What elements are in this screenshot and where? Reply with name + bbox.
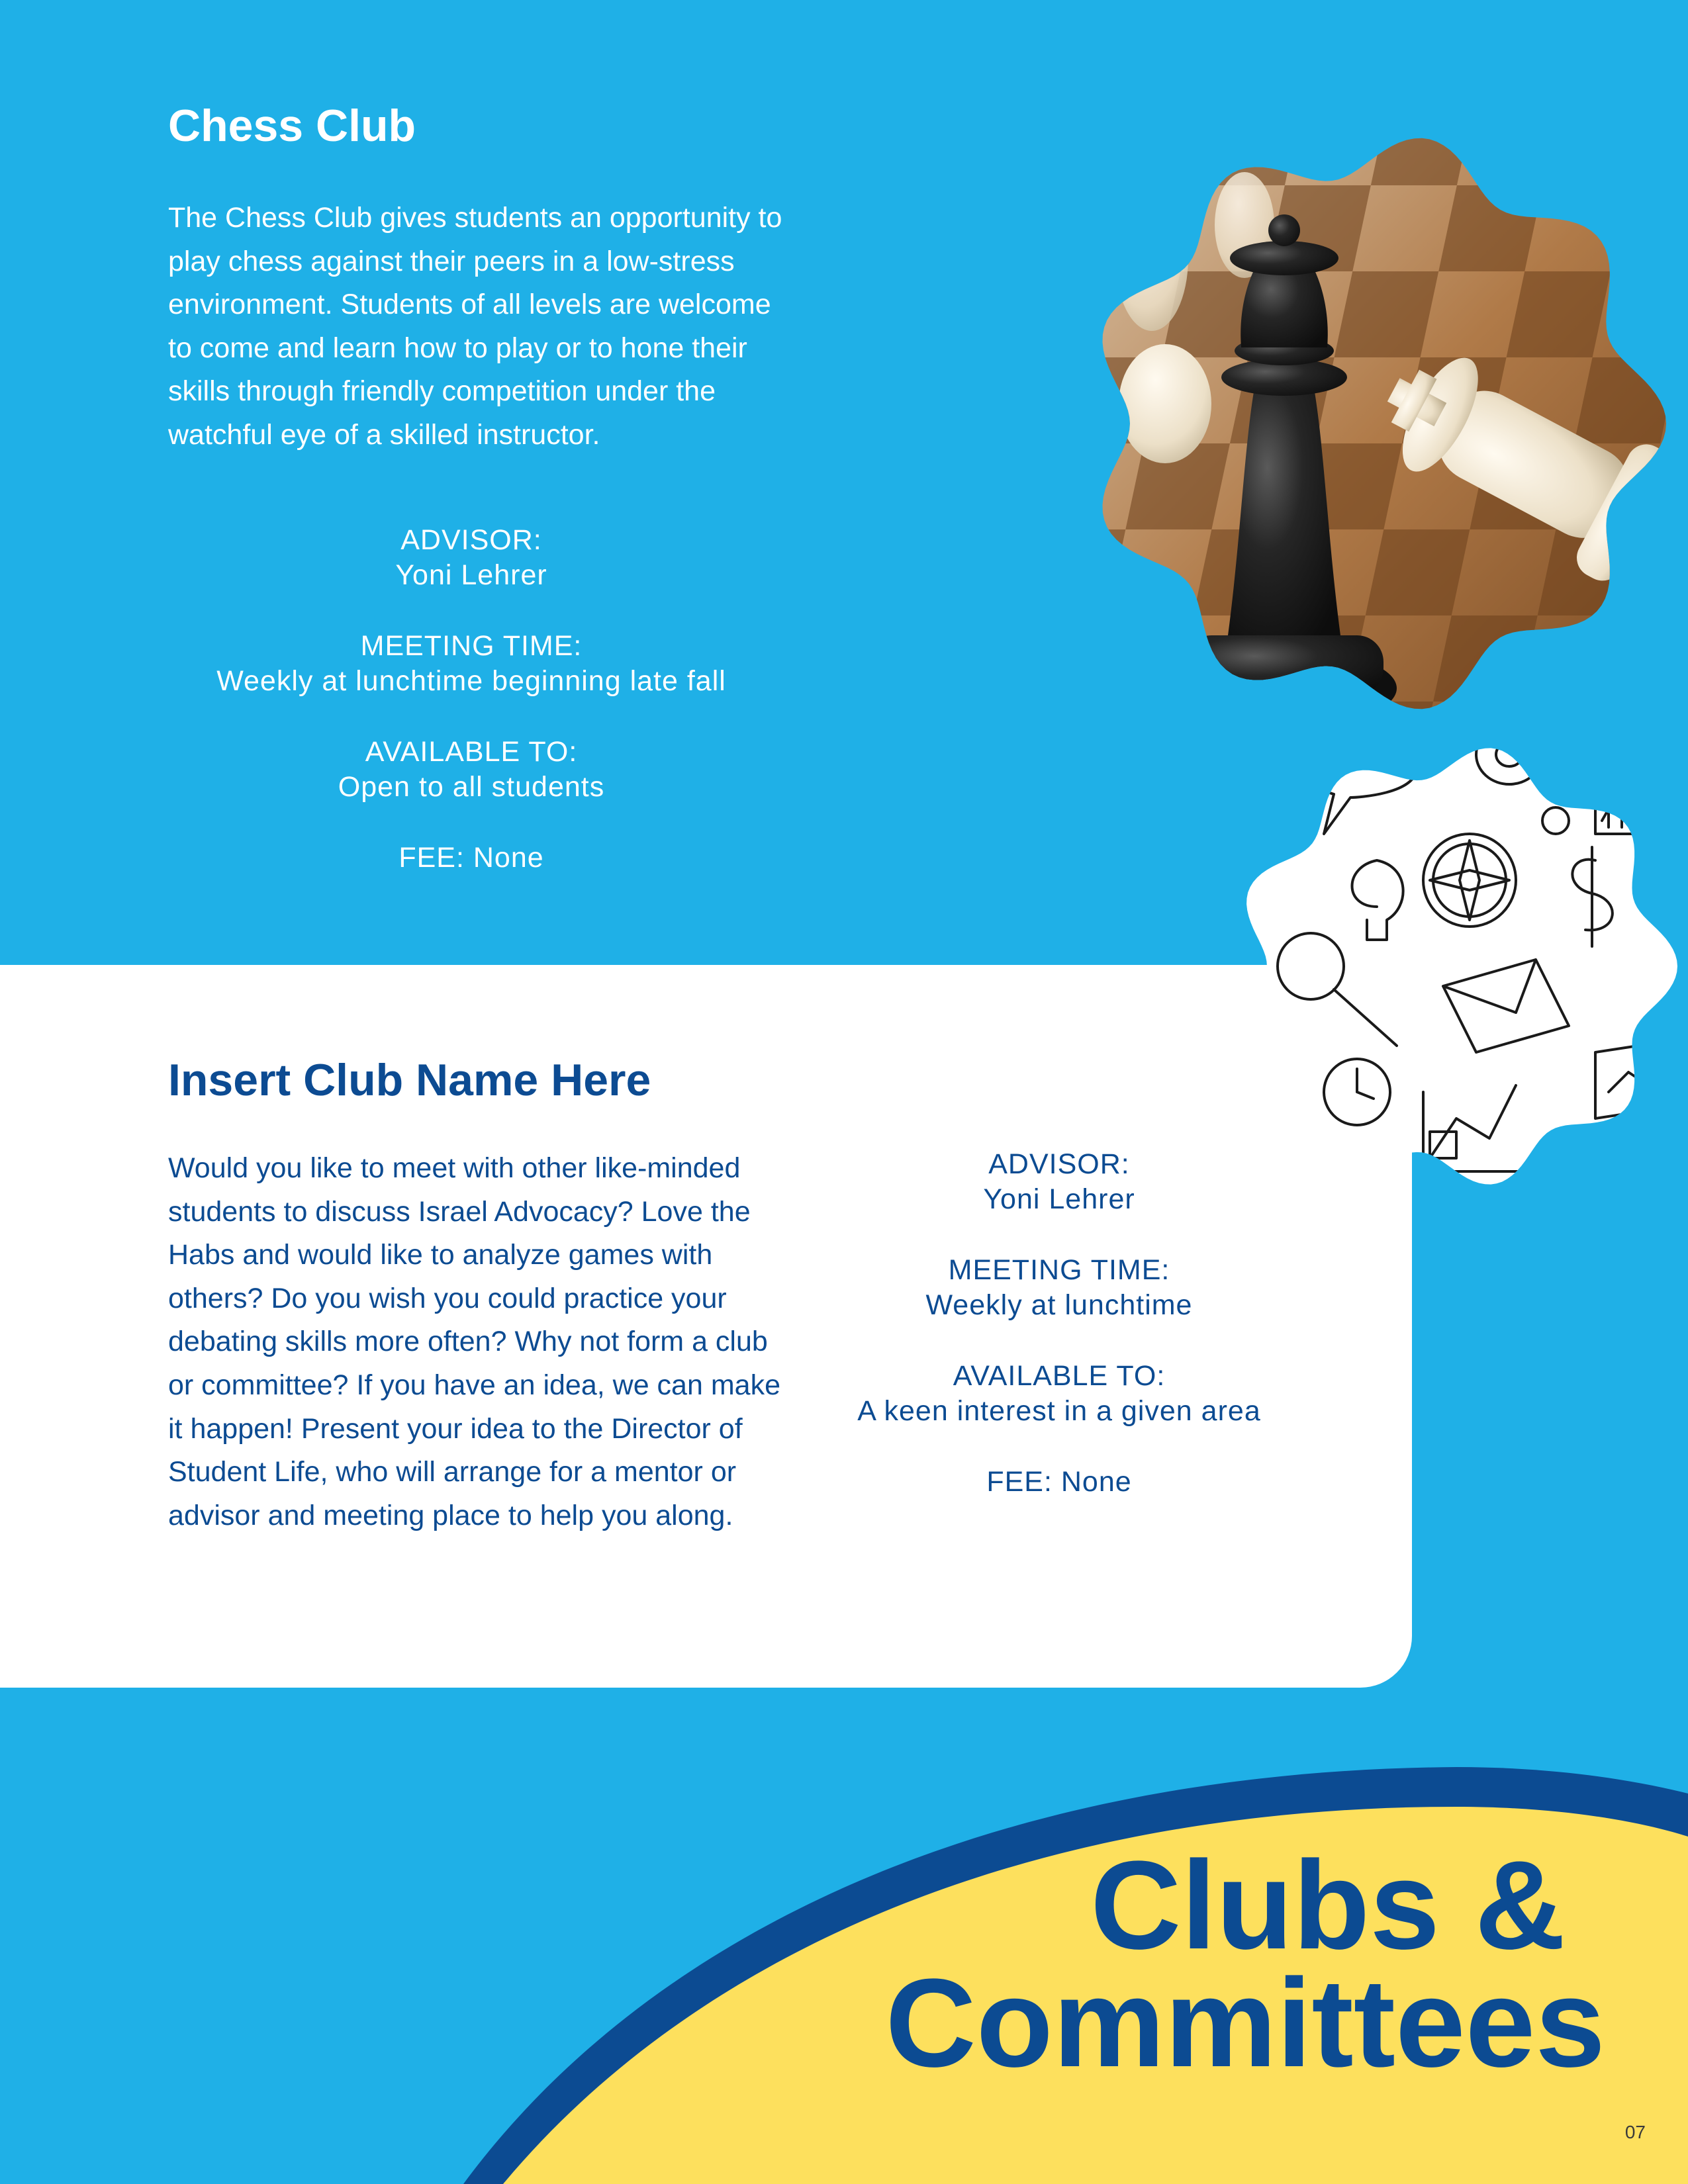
board-square	[1079, 126, 1131, 185]
available-label: AVAILABLE TO:	[953, 1360, 1166, 1392]
white-piece-icon	[1542, 146, 1662, 225]
chess-club-description: The Chess Club gives students an opportunity to play chess against their peers in a low-stress environment. Students of all levels are welcome to come and learn how to play or to hone their skills through friendly competition under the watchful eye of a skilled instructor.	[168, 202, 782, 451]
advisor-label: ADVISOR:	[400, 524, 542, 556]
dollar-icon	[1349, 685, 1378, 764]
fee-value: FEE: None	[986, 1466, 1132, 1498]
board-square	[1079, 271, 1094, 357]
pie-chart-icon	[1254, 1122, 1327, 1195]
section-title-line1: Clubs &	[1090, 1835, 1566, 1976]
section-title	[885, 1835, 1606, 2093]
meeting-value: Weekly at lunchtime beginning late fall	[216, 665, 726, 697]
custom-club-description: Would you like to meet with other like-minded students to discuss Israel Advocacy? Love the Habs and would like to analyze games with others? Do you wish you could practice your debating skills more often? Why not form a club or committee? If you have an idea, we can make it happen! Present your idea to the Director of Student Life, who will arrange for a mentor or advisor and meeting place to help you along.	[168, 1152, 780, 1531]
fee-value: FEE: None	[399, 842, 544, 874]
exclamation-icon	[1614, 1178, 1648, 1257]
advisor-name: Yoni Lehrer	[395, 559, 547, 591]
bar-chart-icon	[1595, 741, 1675, 834]
business-doodles-illustration	[1225, 668, 1688, 1264]
chess-advisor	[140, 523, 802, 593]
meeting-label: MEETING TIME:	[948, 1254, 1170, 1286]
chess-fee	[140, 841, 802, 876]
advisor-label: ADVISOR:	[988, 1148, 1130, 1180]
available-label: AVAILABLE TO:	[365, 736, 578, 768]
chess-photo-content	[1079, 126, 1675, 754]
globe-icon	[1430, 1205, 1523, 1264]
white-pawn-icon	[1119, 344, 1211, 463]
white-pawn-icon	[1115, 185, 1188, 331]
chess-club-title: Chess Club	[168, 101, 416, 151]
chess-club-details	[140, 523, 802, 911]
advisor-name: Yoni Lehrer	[983, 1183, 1135, 1215]
board-square	[1079, 702, 1089, 754]
custom-club-title: Insert Club Name Here	[168, 1055, 651, 1105]
custom-fee	[794, 1465, 1324, 1500]
gear-icon	[1559, 1148, 1605, 1195]
board-square	[1335, 271, 1439, 357]
available-value: Open to all students	[338, 771, 605, 803]
page-number: 07	[1624, 2122, 1646, 2142]
chess-pieces-photo	[1079, 126, 1675, 754]
board-square	[1543, 126, 1648, 185]
board-square	[1438, 185, 1543, 271]
meeting-label: MEETING TIME:	[360, 630, 583, 662]
chess-availability	[140, 735, 802, 805]
custom-availability	[794, 1359, 1324, 1429]
board-square	[1611, 185, 1675, 271]
section-title-line2: Committees	[885, 1953, 1605, 2093]
board-square	[1366, 529, 1470, 615]
available-value: A keen interest in a given area	[857, 1395, 1261, 1427]
board-square	[1079, 529, 1125, 615]
board-square	[1094, 185, 1199, 271]
board-square	[1507, 271, 1611, 357]
doodle-content	[1225, 668, 1688, 1264]
chess-meeting-time	[140, 629, 802, 699]
board-square	[1089, 615, 1194, 702]
meeting-value: Weekly at lunchtime	[925, 1289, 1193, 1321]
